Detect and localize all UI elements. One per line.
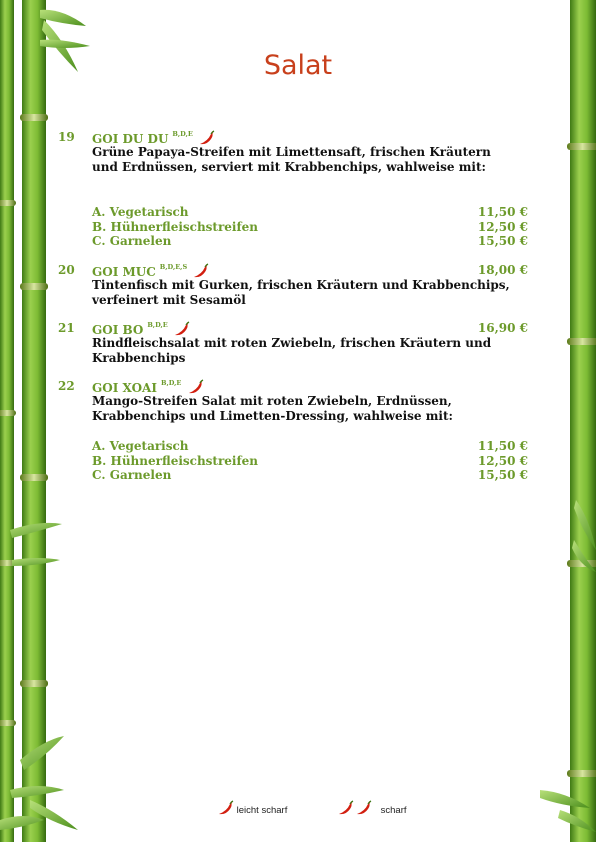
chili-pepper-icon (338, 800, 354, 816)
item-title: GOI DU DU (92, 132, 169, 146)
item-description: Tintenfisch mit Gurken, frischen Kräutern und Krabbenchips, verfeinert mit Sesamöl (92, 278, 510, 307)
spice-legend-hot (336, 800, 407, 816)
item-title: GOI XOAI (92, 381, 157, 395)
chili-pepper-icon (199, 130, 215, 146)
chili-pepper-icon (218, 800, 234, 816)
option-row (92, 205, 528, 220)
item-name (92, 321, 190, 337)
option-label: B. Hühnerfleischstreifen (92, 219, 259, 234)
item-price: 18,00 € (477, 263, 528, 277)
option-row (92, 454, 528, 469)
item-description: Mango-Streifen Salat mit roten Zwiebeln, Erdnüssen, Krabbenchips und Limetten-Dressing, wahlweise mit: (92, 394, 453, 423)
item-number: 22 (58, 379, 75, 393)
allergen-codes: B,D,E (160, 379, 182, 387)
allergen-codes: B,D,E,S (159, 263, 188, 271)
item-name (92, 379, 204, 395)
chili-pepper-icon (188, 379, 204, 395)
item-number: 19 (58, 130, 75, 144)
option-label: B. Hühnerfleischstreifen (92, 453, 259, 468)
option-label: C. Garnelen (92, 234, 172, 248)
chili-pepper-icon (193, 263, 209, 279)
allergen-codes: B,D,E (147, 321, 168, 329)
legend-label-mild: leicht scharf (236, 805, 288, 816)
option-row (92, 439, 528, 454)
legend-label-hot: scharf (380, 805, 407, 816)
option-price: 15,50 € (477, 468, 528, 482)
option-price: 12,50 € (477, 219, 528, 234)
chili-pepper-icon (356, 800, 372, 816)
page-title: Salat (263, 50, 333, 81)
option-label: A. Vegetarisch (92, 439, 189, 453)
option-price: 15,50 € (477, 234, 528, 248)
item-title: GOI BO (92, 323, 144, 337)
item-name (92, 263, 209, 279)
option-label: C. Garnelen (92, 468, 172, 482)
item-number: 21 (58, 321, 75, 335)
item-name (92, 130, 215, 146)
option-price: 11,50 € (477, 205, 528, 219)
item-price: 16,90 € (477, 321, 528, 335)
option-row (92, 220, 528, 235)
option-row (92, 468, 528, 483)
allergen-codes: B,D,E (172, 130, 193, 138)
item-title: GOI MUC (92, 265, 156, 279)
item-number: 20 (58, 263, 75, 277)
option-label: A. Vegetarisch (92, 205, 189, 219)
spice-legend-mild (216, 800, 287, 816)
option-row (92, 234, 528, 249)
chili-pepper-icon (174, 321, 190, 337)
item-description: Rindfleischsalat mit roten Zwiebeln, frischen Kräutern und Krabbenchips (92, 336, 492, 365)
item-description: Grüne Papaya-Streifen mit Limettensaft, frischen Kräutern und Erdnüssen, serviert mit Krabbenchips, wahlweise mit: (92, 145, 491, 174)
option-price: 12,50 € (477, 453, 528, 468)
option-price: 11,50 € (477, 439, 528, 453)
